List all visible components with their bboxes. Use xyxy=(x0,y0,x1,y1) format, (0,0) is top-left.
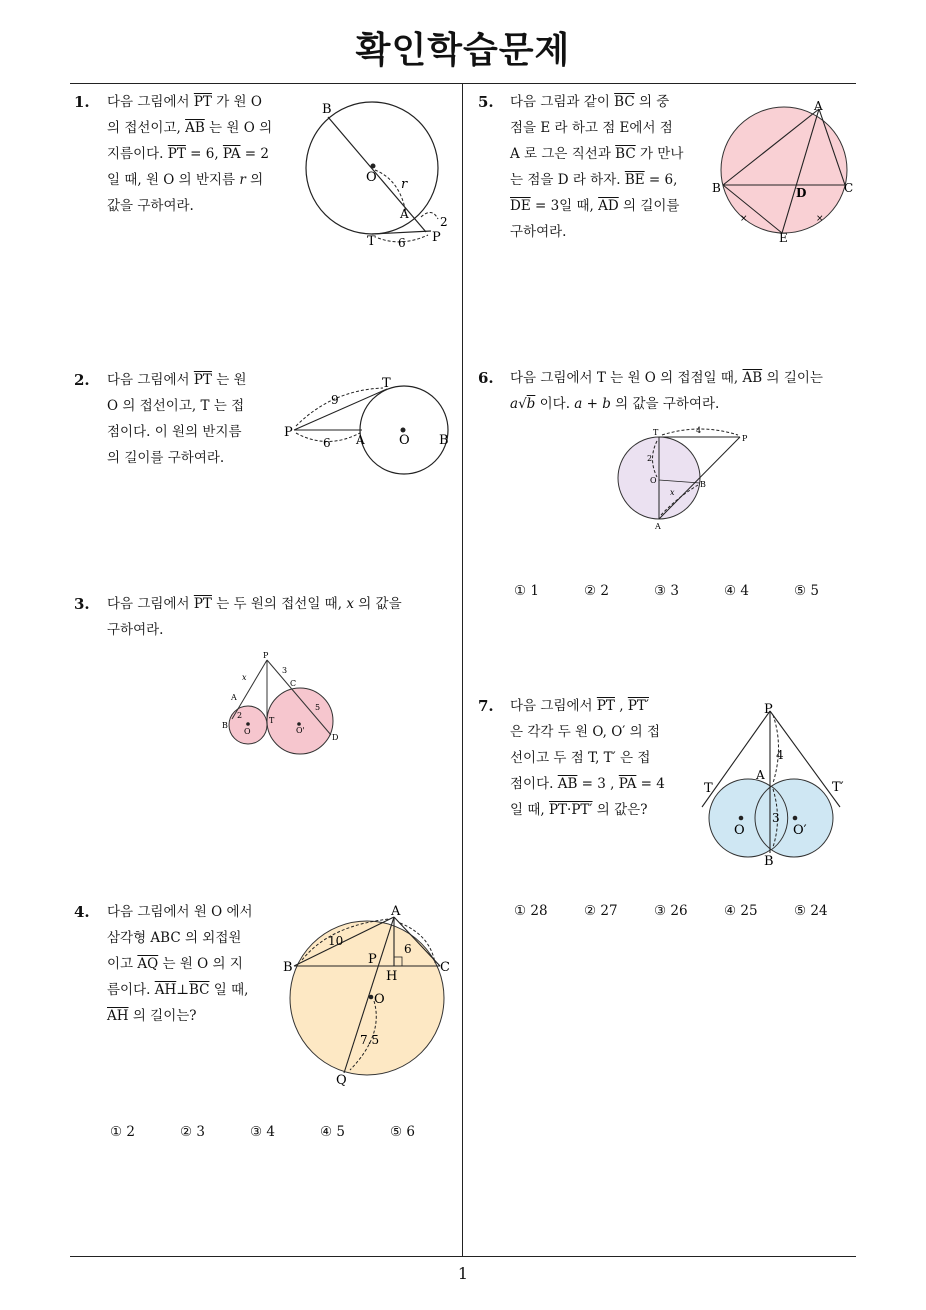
choice-4[interactable]: ④ 5 xyxy=(320,1124,345,1140)
svg-text:B: B xyxy=(712,181,721,195)
svg-text:A: A xyxy=(231,693,237,702)
problem-7-choices xyxy=(514,903,844,919)
svg-text:O: O xyxy=(650,476,657,485)
svg-text:A: A xyxy=(400,207,409,221)
svg-text:O: O xyxy=(244,727,251,736)
svg-text:B: B xyxy=(283,960,293,975)
svg-text:P: P xyxy=(432,230,441,245)
page-title: 확인학습문제 xyxy=(355,30,571,71)
choice-1[interactable]: ① 2 xyxy=(110,1124,135,1140)
svg-text:T: T xyxy=(269,716,275,725)
svg-text:B: B xyxy=(222,721,228,730)
svg-text:x: x xyxy=(242,673,247,682)
problem-3-text: 다음 그림에서 $\overline{PT}$ 는 두 원의 접선일 때, x 의 값을 구하여라. xyxy=(107,596,402,638)
choice-3[interactable]: ③ 4 xyxy=(250,1124,275,1140)
problem-3-figure xyxy=(218,650,348,760)
choice-4[interactable]: ④ 4 xyxy=(724,583,749,599)
svg-text:P: P xyxy=(284,425,293,440)
svg-text:B: B xyxy=(700,480,706,489)
choice-4[interactable]: ④ 25 xyxy=(724,903,758,919)
svg-text:T: T xyxy=(382,376,391,391)
svg-text:O: O xyxy=(374,992,385,1007)
svg-text:A: A xyxy=(391,905,401,919)
svg-text:C: C xyxy=(290,679,297,688)
problem-4-text: 다음 그림에서 원 O 에서 삼각형 ABC 의 외접원 이고 $\overline{AQ}$ 는 원 O 의 지 름이다. $\overline{AH}\perp\overline{BC}$ 일 때, $\overline{AH}$ 의 길이는? xyxy=(107,904,253,1024)
problem-6-text: 다음 그림에서 T 는 원 O 의 접점일 때, $\overline{AB}$ 의 길이는 a√b 이다. a + b 의 값을 구하여라. xyxy=(510,370,823,412)
svg-text:10: 10 xyxy=(328,934,344,948)
problem-5-figure xyxy=(710,96,860,246)
problem-2-figure xyxy=(282,372,462,477)
choice-5[interactable]: ⑤ 6 xyxy=(390,1124,415,1140)
svg-text:5: 5 xyxy=(315,703,321,712)
svg-text:×: × xyxy=(816,214,824,224)
problem-6-number: 6. xyxy=(478,369,494,387)
svg-text:H: H xyxy=(386,969,398,984)
label-b: B xyxy=(322,102,332,117)
svg-text:O′: O′ xyxy=(793,823,807,838)
svg-text:P: P xyxy=(263,651,269,660)
svg-text:6: 6 xyxy=(404,942,412,956)
problem-6-figure xyxy=(612,425,757,535)
top-rule xyxy=(70,83,856,84)
choice-5[interactable]: ⑤ 5 xyxy=(794,583,819,599)
svg-text:x: x xyxy=(670,488,675,497)
svg-text:E: E xyxy=(779,231,788,245)
problem-6-choices xyxy=(514,583,844,599)
choice-3[interactable]: ③ 26 xyxy=(654,903,688,919)
svg-text:9: 9 xyxy=(331,393,339,407)
choice-1[interactable]: ① 1 xyxy=(514,583,539,599)
choice-2[interactable]: ② 3 xyxy=(180,1124,205,1140)
svg-text:7.5: 7.5 xyxy=(360,1033,380,1047)
svg-text:T′: T′ xyxy=(832,780,844,795)
label-o: O xyxy=(366,170,377,185)
svg-text:2: 2 xyxy=(440,215,448,229)
svg-text:T: T xyxy=(653,428,659,437)
problem-5-text: 다음 그림과 같이 $\overline{BC}$ 의 중 점을 E 라 하고 점 E에서 점 A 로 그은 직선과 $\overline{BC}$ 가 만나 는 점을 D 라 하자. $\overline{BE} = 6$, $\overline{DE} = 3$일 때, $\overline{AD}$ 의 길이를 구하여라. xyxy=(510,94,684,240)
svg-text:T: T xyxy=(367,234,376,249)
svg-text:C: C xyxy=(440,960,450,975)
problem-7-text: 다음 그림에서 $\overline{PT}$ , PT′ 은 각각 두 원 O, O′ 의 접 선이고 두 점 T, T′ 은 접 점이다. $\overline{AB} = 3$ , $\overline{PA} = 4$ 일 때, PT·PT′ 의 값은? xyxy=(510,698,665,818)
svg-text:×: × xyxy=(740,214,748,224)
problem-5-number: 5. xyxy=(478,93,494,111)
svg-text:2: 2 xyxy=(237,711,243,720)
choice-2[interactable]: ② 27 xyxy=(584,903,618,919)
svg-text:P: P xyxy=(368,952,377,967)
svg-text:A: A xyxy=(655,522,661,531)
problem-2-number: 2. xyxy=(74,371,90,389)
svg-text:D: D xyxy=(796,186,807,200)
svg-text:A: A xyxy=(814,99,823,113)
problem-3-number: 3. xyxy=(74,595,90,613)
svg-text:6: 6 xyxy=(398,236,406,250)
svg-text:r: r xyxy=(401,177,408,192)
svg-text:T: T xyxy=(704,781,713,796)
problem-4-number: 4. xyxy=(74,903,90,921)
column-divider xyxy=(462,84,463,1256)
bottom-rule xyxy=(70,1256,856,1257)
problem-4-figure xyxy=(280,905,460,1090)
svg-text:6: 6 xyxy=(323,436,331,450)
svg-text:3: 3 xyxy=(282,666,288,675)
problem-1-number: 1. xyxy=(74,93,90,111)
svg-text:C: C xyxy=(844,181,854,195)
svg-text:P: P xyxy=(742,434,748,443)
svg-text:A: A xyxy=(756,768,765,782)
problem-4-choices xyxy=(110,1124,440,1140)
svg-text:D: D xyxy=(332,733,339,742)
svg-text:O': O' xyxy=(296,726,305,735)
svg-text:B: B xyxy=(439,433,449,448)
choice-2[interactable]: ② 2 xyxy=(584,583,609,599)
choice-5[interactable]: ⑤ 24 xyxy=(794,903,828,919)
svg-text:2: 2 xyxy=(647,454,653,463)
problem-7-number: 7. xyxy=(478,697,494,715)
svg-text:4: 4 xyxy=(696,426,702,435)
problem-2-text: 다음 그림에서 $\overline{PT}$ 는 원 O 의 접선이고, T 는 접 점이다. 이 원의 반지름 의 길이를 구하여라. xyxy=(107,372,247,466)
page-number: 1 xyxy=(457,1264,469,1283)
svg-text:A: A xyxy=(356,433,365,447)
svg-text:P: P xyxy=(764,702,773,717)
svg-text:Q: Q xyxy=(336,1073,347,1088)
problem-1-figure xyxy=(300,95,460,255)
svg-text:3: 3 xyxy=(772,811,780,825)
problem-1-text: 다음 그림에서 $\overline{PT}$ 가 원 O 의 접선이고, $\overline{AB}$ 는 원 O 의 지름이다. $\overline{PT} = 6$, $\overline{PA} = 2$ 일 때, 원 O 의 반지름 r 의 값을 구하여라. xyxy=(107,94,273,214)
choice-1[interactable]: ① 28 xyxy=(514,903,548,919)
svg-text:B: B xyxy=(764,854,774,869)
svg-text:O: O xyxy=(399,433,410,448)
choice-3[interactable]: ③ 3 xyxy=(654,583,679,599)
svg-text:O: O xyxy=(734,823,745,838)
problem-7-figure xyxy=(698,695,858,875)
svg-text:4: 4 xyxy=(776,748,784,762)
